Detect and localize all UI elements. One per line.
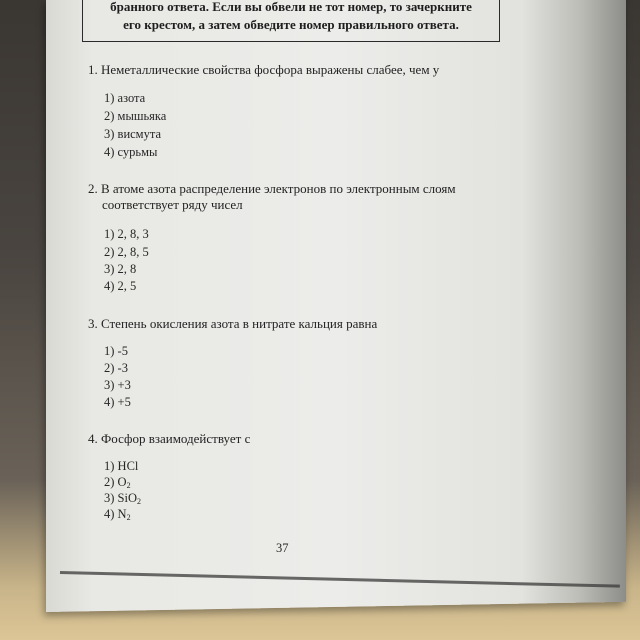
question-2-text-continued: соответствует ряду чисел [102, 197, 243, 212]
question-1-option-3[interactable]: 3) висмута [104, 127, 162, 141]
question-2-option-4[interactable]: 4) 2, 5 [104, 279, 137, 293]
question-1-option-4[interactable]: 4) сурьмы [104, 145, 158, 159]
instructions-line-1: бранного ответа. Если вы обвели не тот номер, то зачеркните [110, 0, 472, 14]
question-1-option-1[interactable]: 1) азота [104, 91, 146, 105]
question-2-text: 2. В атоме азота распределение электронов по электронным слоям [88, 181, 456, 196]
question-2-option-3[interactable]: 3) 2, 8 [104, 262, 137, 276]
page-number: 37 [276, 541, 289, 555]
question-3-option-4[interactable]: 4) +5 [104, 395, 131, 409]
instructions-line-2: его крестом, а затем обведите номер правильного ответа. [123, 17, 459, 32]
option-subscript: 2 [137, 497, 141, 506]
option-label: 1) HCl [104, 459, 139, 473]
question-1-text: 1. Неметаллические свойства фосфора выражены слабее, чем у [88, 62, 440, 77]
option-label: 3) SiO [104, 491, 137, 505]
question-2-option-1[interactable]: 1) 2, 8, 3 [104, 227, 149, 241]
option-label: 4) N [104, 507, 127, 521]
option-subscript: 2 [126, 481, 131, 490]
option-subscript: 2 [126, 513, 131, 522]
question-3-option-1[interactable]: 1) -5 [104, 344, 128, 358]
question-3-text: 3. Степень окисления азота в нитрате кальция равна [88, 316, 378, 331]
question-4-text: 4. Фосфор взаимодействует с [88, 431, 251, 446]
question-1-option-2[interactable]: 2) мышьяка [104, 109, 167, 123]
option-label: 2) O [104, 475, 127, 489]
question-3-option-3[interactable]: 3) +3 [104, 378, 131, 392]
instructions-box [82, 0, 500, 42]
question-2-option-2[interactable]: 2) 2, 8, 5 [104, 245, 149, 259]
question-4-option-4[interactable] [104, 506, 131, 526]
question-3-option-2[interactable]: 2) -3 [104, 361, 128, 375]
